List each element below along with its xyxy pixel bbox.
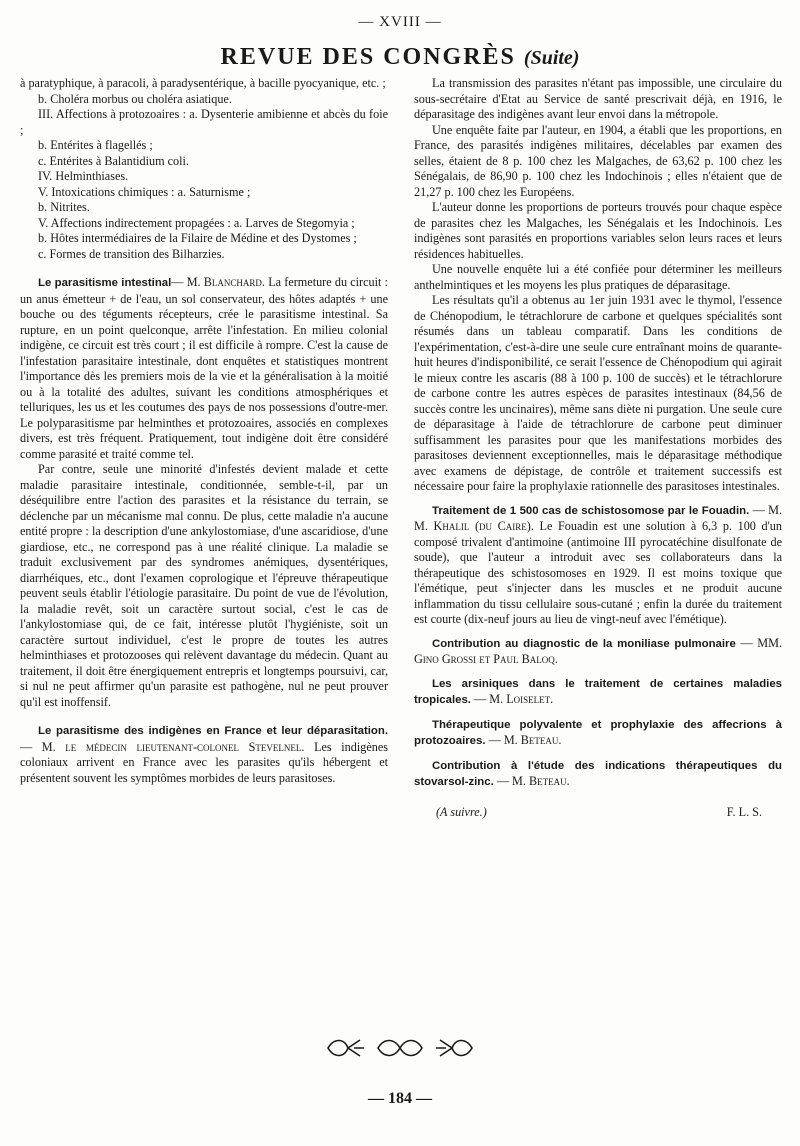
list-item: V. Affections indirectement propagées : a. Larves de Stegomyia ; — [38, 215, 355, 230]
closing-line — [414, 805, 782, 821]
section-moniliase — [414, 636, 782, 668]
list-item: c. Entérites à Balantidium coli. — [38, 153, 189, 168]
page-number: — 184 — — [368, 1090, 432, 1107]
section-author: — M. Beteau. — [496, 774, 570, 788]
section-title: Les arsiniques dans le traitement de certaines maladies tropicales. — [414, 677, 782, 706]
section-arsiniques — [414, 676, 782, 709]
paragraph: L'auteur donne les proportions de porteurs trouvés pour chaque espèce de parasites chez les Malgaches, les Sénégalais et les Indochinois. Les indigènes sont parasités en proportions variables selon leurs races et leurs résidences habituelles. — [414, 200, 782, 261]
ornament-icon — [320, 1034, 480, 1062]
section-therapeutique — [414, 717, 782, 750]
section-title: Le parasitisme intestinal — [38, 277, 172, 289]
section-title: Le parasitisme des indigènes en France et leur déparasitation. — [38, 725, 388, 737]
section-parasitisme-intestinal — [20, 275, 388, 462]
paragraph: Par contre, seule une minorité d'infestés devient malade et cette maladie parasitaire intestinale, conditionnée, semble-t-il, par un déséquilibre entre l'action des parasites et la résistance du terrain, se déclenche par un mécanisme mal connu. De plus, cette maladie n'a aucune entité propre : la description d'une ankylostomiase, d'une ascaridiose, d'une giardiose, etc., ne correspond pas à une réalité clinique. La maladie se traduit exclusivement par des syndromes anémiques, dysentériques, diarrhéiques, etc., dont l'examen coprologique et l'épreuve thérapeutique peuvent seuls établir l'étiologie parasitaire. Du point de vue de l'évolution, la maladie revêt, soit un caractère surtout social, c'est le cas de l'ankylostomiase qui, de ce fait, intéresse plutôt l'hygiéniste, soit un caractère surtout individuel, c'est le propre de toutes les autres helminthiases et protozooses qui relèvent davantage du médecin. Quant au traitement, il doit être énergiquement entrepris et longtemps poursuivi, car, si nul ne peut affirmer qu'un parasite est pathogène, nul ne peut prouver qu'il est inoffensif. — [20, 462, 388, 709]
section-parasitisme-indigenes — [20, 723, 388, 786]
paragraph: Le Fouadin est une solution à 6,3 p. 100 d'un composé trivalent d'antimoine (antimoine III pyrocatéchine disulfonate de soude), que l'auteur a introduit avec ses collaborateurs dans la thérapeutique des schistosomoses en 1929. Il est moins toxique que l'émétique, peut s'injecter dans les muscles et ne produit aucune inflammation du tissu cellulaire sous-cutané ; enfin la durée du traitement est courte (dix-neuf jours au lieu de vingt-neuf avec l'émétique). — [414, 519, 782, 626]
signature: F. L. S. — [726, 804, 762, 819]
paragraph: La transmission des parasites n'étant pas impossible, une circulaire du sous-secrétaire d'Etat au Service de santé prescrivait déjà, en 1916, le déparasitage des indigènes avant leur envoi dans la métropole. — [414, 76, 782, 121]
paragraph: Une nouvelle enquête lui a été confiée pour déterminer les meilleurs anthelmintiques et les moyens les plus pratiques de déparasitage. — [414, 262, 782, 292]
section-title: Thérapeutique polyvalente et prophylaxie des affecrions à protozoaires. — [414, 718, 782, 747]
section-title: Traitement de 1 500 cas de schistosomose par le Fouadin. — [432, 504, 750, 517]
section-author: — M. le médecin lieutenant-colonel Stevelnel. — [20, 739, 305, 754]
list-item: b. Hôtes intermédiaires de la Filaire de Médine et des Dystomes ; — [38, 231, 357, 245]
section-author: — M. Loiselet. — [474, 692, 554, 706]
ornament-divider — [300, 1034, 500, 1064]
list-item: V. Intoxications chimiques : a. Saturnisme ; — [38, 184, 251, 199]
title-suite: (Suite) — [523, 47, 580, 69]
paragraph: Les indigènes coloniaux arrivent en France avec les parasites qu'ils hébergent et présentent souvent les symptômes morbides de leurs parasitoses. — [20, 739, 388, 785]
list-item: b. Choléra morbus ou choléra asiatique. — [38, 91, 232, 106]
section-author: — M. M. Khalil (du Caire). — [414, 502, 783, 533]
list-item: à paratyphique, à paracoli, à paradysentérique, à bacille pyocyanique, etc. ; — [20, 76, 386, 90]
page-title — [0, 44, 800, 71]
left-column — [20, 76, 388, 786]
paragraph: Une enquête faite par l'auteur, en 1904, a établi que les proportions, en France, des parasités indigènes militaires, décelables par examen des selles, étaient de 8 p. 100 chez les Malgaches, de 63,62 p. 100 chez les Sénégalais, de 86,90 p. 100 chez les Indochinois ; elles n'étaient que de 21,27 p. 100 chez les Européens. — [414, 122, 782, 199]
section-author: — M. Beteau. — [488, 733, 562, 747]
list-item: IV. Helminthiases. — [38, 169, 129, 183]
paragraph: La fermeture du circuit : un anus émetteur + de l'eau, un sol conservateur, des hôtes adaptés + une bouche ou des téguments récepteurs, crée le parasitisme intestinal. Sa rupture, en un point quelconque, arrête l'infestation. En milieu colonial indigène, ce circuit est très court ; il est difficile à rompre. C'est la cause de l'infestation parasitaire intestinale, dont enquêtes et statistiques montrent l'importance dès les premiers mois de la vie et la généralisation à la moitié ou à la totalité des adultes, suivant les conditions atmosphériques et telluriques, les us et les coutumes des pays de nos possessions d'outre-mer. Le polyparasitisme par helminthes et protozoaires, associés en complexes divers, est très fréquent. Pratiquement, tout indigène doit être considéré comme parasité et traité comme tel. — [20, 275, 388, 461]
page-header: — XVIII — — [358, 14, 442, 30]
paragraph: Les résultats qu'il a obtenus au 1er juin 1931 avec le thymol, l'essence de Chénopodium, le tétrachlorure de carbone et quelques spécialités sont résumés dans un tableau comparatif. Dans les conditions de l'expérimentation, c'est-à-dire une seule cure entraînant moins de quarante-huit heures d'indisponibilité, ce serait l'essence de Chénopodium qui agirait le mieux contre les ascaris (88 à 100 p. 100 de succès) et le tétrachlorure de carbone contre les autres espèces de parasites intestinaux (84,56 de succès contre les uncinaires), même sans diète ni purgation. Une seule cure de déparasitage à l'aide de tétrachlorure de carbone peut diminuer suffisamment les parasites pour que les manifestations morbides des parasitoses deviennent exceptionnelles, mais le déparasitage méthodique avec examens de dépistage, de contrôle et traitement successifs est nécessaire pour faire la prophylaxie rationnelle des parasitoses intestinales. — [414, 293, 782, 493]
list-item: III. Affections à protozoaires : a. Dysenterie amibienne et abcès du foie ; — [20, 107, 388, 137]
section-schistosomose — [414, 503, 782, 628]
list-item: b. Nitrites. — [38, 200, 90, 214]
section-title: Contribution au diagnostic de la moniliase pulmonaire — [432, 637, 736, 650]
section-title: Contribution à l'étude des indications thérapeutiques du stovarsol-zinc. — [414, 759, 782, 788]
list-item: b. Entérites à flagellés ; — [38, 138, 153, 152]
title-text: REVUE DES CONGRÈS — [220, 44, 516, 70]
section-author: — MM. Gino Grossi et Paul Baloq. — [414, 635, 782, 666]
section-stovarsol — [414, 758, 782, 791]
section-author: — M. Blanchard. — [171, 275, 265, 289]
right-column — [414, 76, 782, 820]
to-be-continued: (A suivre.) — [436, 804, 487, 819]
list-item: c. Formes de transition des Bilharzies. — [38, 246, 225, 261]
